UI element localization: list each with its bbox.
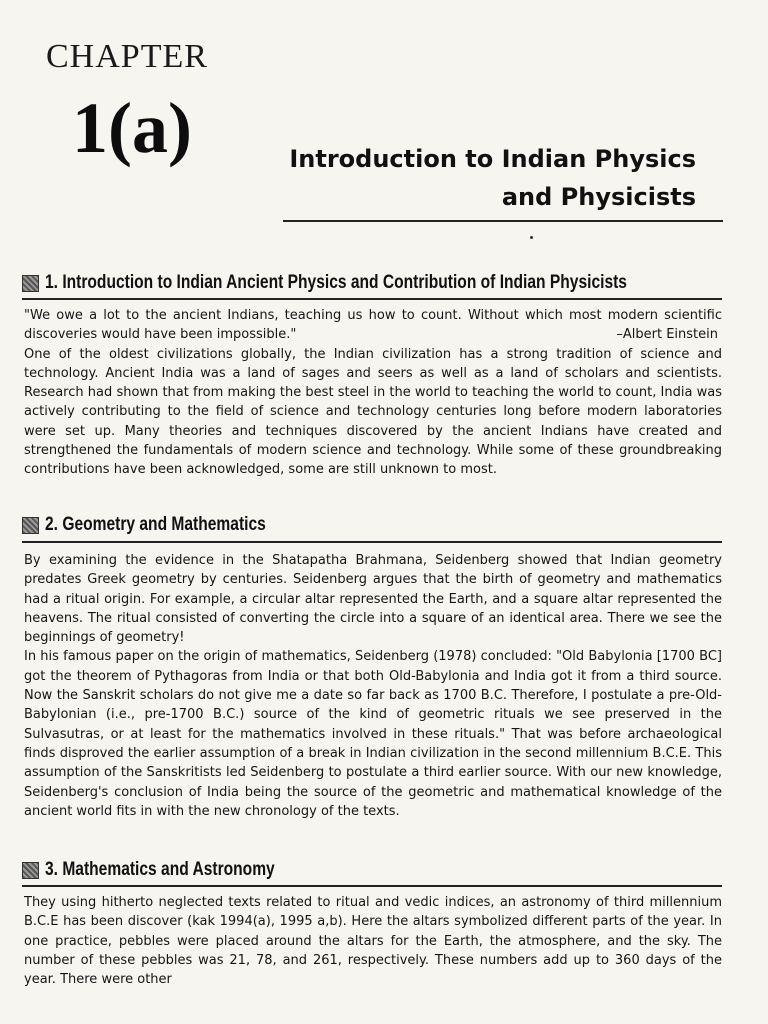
chapter-label: CHAPTER [46,38,208,75]
quote-attribution: –Albert Einstein [616,327,718,343]
section-bullet-icon [22,275,39,292]
section-2-heading [22,514,314,536]
section-2-rule [22,541,722,543]
section-1-rule [22,298,722,300]
section-3-body [24,893,722,989]
chapter-number: 1(a) [72,88,192,168]
section-3-heading [22,859,325,881]
title-divider [283,220,723,222]
chapter-title [289,140,696,216]
section-2-paragraph-1: By examining the evidence in the Shatapatha Brahmana, Seidenberg showed that Indian geometry predates Greek geometry by centuries. Seidenberg argues that the birth of geometry and mathematics had a ritual origin. For example, a circular altar represented the Earth, and a square altar represented the heavens. The ritual consisted of converting the circle into a square of an identical area. There we see the beginnings of geometry! [24,553,722,646]
section-1-body [24,306,722,480]
section-3-rule [22,885,722,887]
section-2-paragraph-2: In his famous paper on the origin of mathematics, Seidenberg (1978) concluded: "Old Babylonia [1700 BC] got the theorem of Pythagoras from India or that both Old-Babylonia and India got it from a third source. Now the Sanskrit scholars do not give me a date so far back as 1700 B.C. Therefore, I postulate a pre-Old-Babylonian (i.e., pre-1700 B.C.) source of the kind of geometric rituals we see preserved in the Sulvasutras, or at least for the mathematics involved in these rituals." That was before archaeological finds disproved the earlier assumption of a break in Indian civilization in the second millennium B.C.E. This assumption of the Sanskritists led Seidenberg to postulate a third earlier source. With our new knowledge, Seidenberg's conclusion of India being the source of the geometric and mathematical knowledge of the ancient world fits in with the new chronology of the texts. [24,649,722,819]
section-1-heading [22,272,755,294]
section-2-title: 2. Geometry and Mathematics [45,514,266,535]
chapter-title-line-2: and Physicists [501,183,696,211]
section-3-paragraph-1: They using hitherto neglected texts related to ritual and vedic indices, an astronomy of third millennium B.C.E has been discover (kak 1994(a), 1995 a,b). Here the altars symbolized different parts of the year. In one practice, pebbles were placed around the altars for the Earth, the atmosphere, and the sky. The number of these pebbles was 21, 78, and 261, respectively. These numbers add up to 360 days of the year. There were other [24,895,722,988]
section-2-body [24,551,722,821]
section-1-title: 1. Introduction to Indian Ancient Physics and Contribution of Indian Physicists [45,272,627,293]
section-3-title: 3. Mathematics and Astronomy [45,859,275,880]
section-bullet-icon [22,517,39,534]
quote-text: "We owe a lot to the ancient Indians, teaching us how to count. Without which most modern scientific discoveries would have been impossible." [24,308,722,343]
section-bullet-icon [22,862,39,879]
stray-dot [530,236,533,239]
chapter-title-line-1: Introduction to Indian Physics [289,145,696,173]
section-1-paragraph-1: One of the oldest civilizations globally, the Indian civilization has a strong tradition of science and technology. Ancient India was a land of sages and seers as well as a land of scholars and scientists. Research had shown that from making the best steel in the world to teaching the world to count, India was actively contributing to the field of science and technology centuries long before modern laboratories were set up. Many theories and techniques discovered by the ancient Indians have created and strengthened the fundamentals of modern science and technology. While some of these groundbreaking contributions have been acknowledged, some are still unknown to most. [24,346,722,478]
section-1-quote [24,306,722,345]
